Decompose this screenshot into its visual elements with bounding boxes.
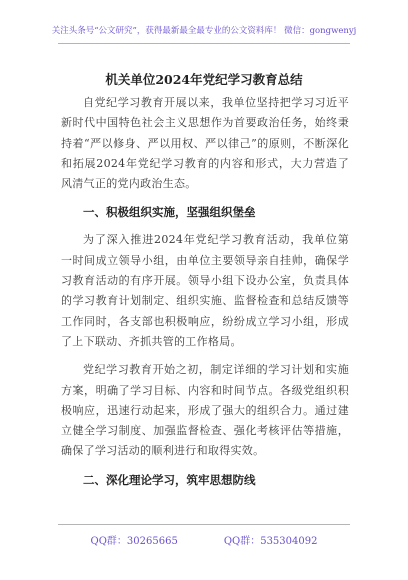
footer-divider bbox=[58, 524, 350, 525]
intro-paragraph: 自党纪学习教育开展以来，我单位坚持把学习习近平新时代中国特色社会主义思想作为首要政治任务，始终秉持着“严以修身、严以用权、严以律己”的原则，不断深化和拓展2024年党纪学习教育的内容和形式，大力营造了风清气正的党内政治生态。 bbox=[61, 96, 349, 191]
header-promo-note: 关注头条号“公文研究”，获得最新最全最专业的公文资料库！ 微信：gongwenyj bbox=[51, 26, 357, 36]
document-body bbox=[61, 93, 349, 490]
section-heading-1: 一、积极组织实施，坚强组织堡垒 bbox=[83, 205, 256, 220]
section-heading-2: 二、深化理论学习，筑牢思想防线 bbox=[83, 472, 256, 487]
section1-paragraph-2: 党纪学习教育开始之初，制定详细的学习计划和实施方案，明确了学习目标、内容和时间节点。各级党组织积极响应，迅速行动起来，形成了强大的组织合力。通过建立健全学习制度、加强监督检查、强化考核评估等措施，确保了学习活动的顺利进行和取得实效。 bbox=[61, 363, 349, 458]
header-divider bbox=[58, 43, 350, 44]
document-title: 机关单位2024年党纪学习教育总结 bbox=[105, 72, 303, 87]
footer bbox=[0, 532, 408, 547]
section1-paragraph-1: 为了深入推进2024年党纪学习教育活动，我单位第一时间成立领导小组，由单位主要领导亲自挂帅，确保学习教育活动的有序开展。领导小组下设办公室，负责具体的学习教育计划制定、组织实施、监督检查和总结反馈等工作同时，各支部也积极响应，纷纷成立学习小组，形成了上下联动、齐抓共管的工作格局。 bbox=[61, 233, 349, 348]
footer-qq-group-2: QQ群：535304092 bbox=[223, 536, 318, 547]
footer-qq-group-1: QQ群：30265665 bbox=[90, 536, 178, 547]
